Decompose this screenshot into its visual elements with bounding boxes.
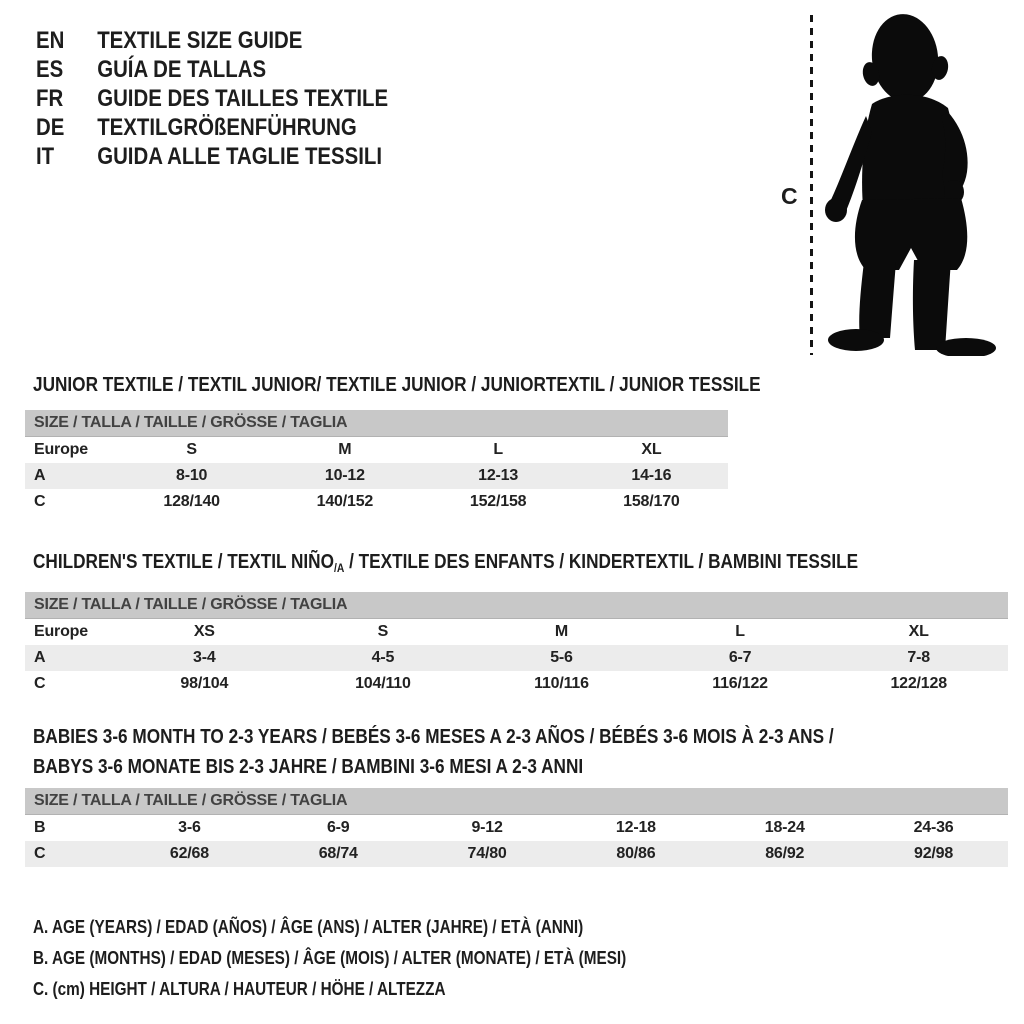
table-row	[25, 463, 728, 489]
language-row	[36, 142, 388, 171]
heading-line	[33, 752, 872, 782]
value-cell: 110/116	[534, 675, 589, 692]
value-cell: 7-8	[907, 649, 930, 666]
section-heading-babies	[33, 722, 1008, 782]
value-cell: 10-12	[324, 467, 365, 484]
heading-subscript: /A	[333, 561, 345, 575]
language-code: IT	[36, 142, 55, 170]
value-cell: 62/68	[169, 845, 209, 862]
language-title: TEXTILE SIZE GUIDE	[97, 26, 303, 54]
value-cell: XL	[908, 623, 929, 640]
table-row	[25, 645, 1008, 671]
value-cell: 3-4	[193, 649, 216, 666]
value-cell: M	[554, 623, 569, 640]
value-cell: S	[377, 623, 389, 640]
value-cell: 128/140	[163, 493, 220, 510]
height-measure-label: C	[781, 183, 798, 209]
table-header-bar: SIZE / TALLA / TAILLE / GRÖSSE / TAGLIA	[25, 410, 728, 437]
value-cell: 8-10	[176, 467, 208, 484]
value-cell: S	[186, 441, 197, 458]
heading-text: BABYS 3-6 MONATE BIS 2-3 JAHRE / BAMBINI 3-6 MESI A 2-3 ANNI	[33, 756, 584, 778]
language-row	[36, 26, 388, 55]
language-title: GUÍA DE TALLAS	[97, 55, 267, 83]
row-label-cell: C	[34, 493, 46, 510]
value-cell: 18-24	[764, 819, 805, 836]
value-cell: 12-13	[478, 467, 519, 484]
value-cell: 122/128	[890, 675, 947, 692]
value-cell: 74/80	[467, 845, 507, 862]
size-table-children	[25, 592, 1008, 697]
table-header-bar: SIZE / TALLA / TAILLE / GRÖSSE / TAGLIA	[25, 788, 1008, 815]
value-cell: 98/104	[180, 675, 229, 692]
table-row	[25, 841, 1008, 867]
value-cell: XS	[193, 623, 215, 640]
row-label-cell: C	[34, 675, 46, 692]
row-label-cell: A	[34, 649, 46, 666]
section-heading-junior	[33, 370, 1008, 400]
table-row	[25, 619, 1008, 645]
heading-text: CHILDREN'S TEXTILE / TEXTIL NIÑO	[33, 551, 334, 573]
value-cell: 12-18	[615, 819, 656, 836]
language-title: GUIDA ALLE TAGLIE TESSILI	[97, 142, 383, 170]
value-cell: XL	[641, 441, 662, 458]
value-cell: 5-6	[550, 649, 573, 666]
footnotes	[33, 912, 731, 1005]
heading-line	[33, 370, 872, 400]
baby-silhouette-icon	[814, 8, 1014, 356]
value-cell: 24-36	[913, 819, 954, 836]
row-label-cell: A	[34, 467, 46, 484]
value-cell: 104/110	[355, 675, 411, 692]
footnote-line: B. AGE (MONTHS) / EDAD (MESES) / ÂGE (MOIS) / ALTER (MONATE) / ETÀ (MESI)	[33, 948, 627, 968]
value-cell: 116/122	[712, 675, 768, 692]
section-heading-children	[33, 547, 1008, 583]
footnote-line: A. AGE (YEARS) / EDAD (AÑOS) / ÂGE (ANS) / ALTER (JAHRE) / ETÀ (ANNI)	[33, 917, 584, 937]
language-code: DE	[36, 113, 65, 141]
heading-line	[33, 547, 872, 583]
section-babies-textile	[25, 720, 1008, 862]
value-cell: 86/92	[765, 845, 805, 862]
size-table-babies	[25, 788, 1008, 867]
value-cell: 140/152	[316, 493, 374, 510]
value-cell: 3-6	[178, 819, 201, 836]
language-title: TEXTILGRÖßENFÜHRUNG	[97, 113, 357, 141]
language-code: EN	[36, 26, 65, 54]
footnote-line: C. (cm) HEIGHT / ALTURA / HAUTEUR / HÖHE / ALTEZZA	[33, 979, 446, 999]
value-cell: 68/74	[318, 845, 358, 862]
row-label-cell: Europe	[34, 623, 88, 640]
row-label-cell: B	[34, 819, 46, 836]
row-label-cell: Europe	[34, 441, 88, 458]
value-cell: L	[735, 623, 745, 640]
value-cell: 158/170	[623, 493, 680, 510]
value-cell: 6-9	[326, 819, 350, 836]
language-title: GUIDE DES TAILLES TEXTILE	[97, 84, 389, 112]
language-row	[36, 55, 388, 84]
value-cell: 92/98	[914, 845, 954, 862]
value-cell: 80/86	[616, 845, 656, 862]
table-row	[25, 437, 728, 463]
value-cell: M	[338, 441, 352, 458]
table-row	[25, 815, 1008, 841]
table-row	[25, 671, 1008, 697]
heading-text: BABIES 3-6 MONTH TO 2-3 YEARS / BEBÉS 3-6 MESES A 2-3 AÑOS / BÉBÉS 3-6 MOIS À 2-3 ANS /	[33, 726, 834, 748]
section-childrens-textile	[25, 545, 1008, 692]
value-cell: 152/158	[469, 493, 527, 510]
row-label-cell: C	[34, 845, 46, 862]
value-cell: L	[493, 441, 503, 458]
heading-line	[33, 722, 872, 752]
section-junior-textile	[25, 368, 1008, 510]
language-row	[36, 113, 388, 142]
value-cell: 6-7	[728, 649, 752, 666]
value-cell: 9-12	[471, 819, 503, 836]
language-title-list	[36, 26, 450, 171]
table-row	[25, 489, 728, 515]
value-cell: 4-5	[371, 649, 395, 666]
language-row	[36, 84, 388, 113]
language-code: FR	[36, 84, 64, 112]
heading-text: / TEXTILE DES ENFANTS / KINDERTEXTIL / BAMBINI TESSILE	[344, 551, 859, 573]
height-measure-dotted-line	[810, 15, 813, 355]
size-table-junior	[25, 410, 728, 515]
language-code: ES	[36, 55, 64, 83]
table-header-bar: SIZE / TALLA / TAILLE / GRÖSSE / TAGLIA	[25, 592, 1008, 619]
heading-text: JUNIOR TEXTILE / TEXTIL JUNIOR/ TEXTILE JUNIOR / JUNIORTEXTIL / JUNIOR TESSILE	[33, 374, 761, 396]
value-cell: 14-16	[631, 467, 672, 484]
